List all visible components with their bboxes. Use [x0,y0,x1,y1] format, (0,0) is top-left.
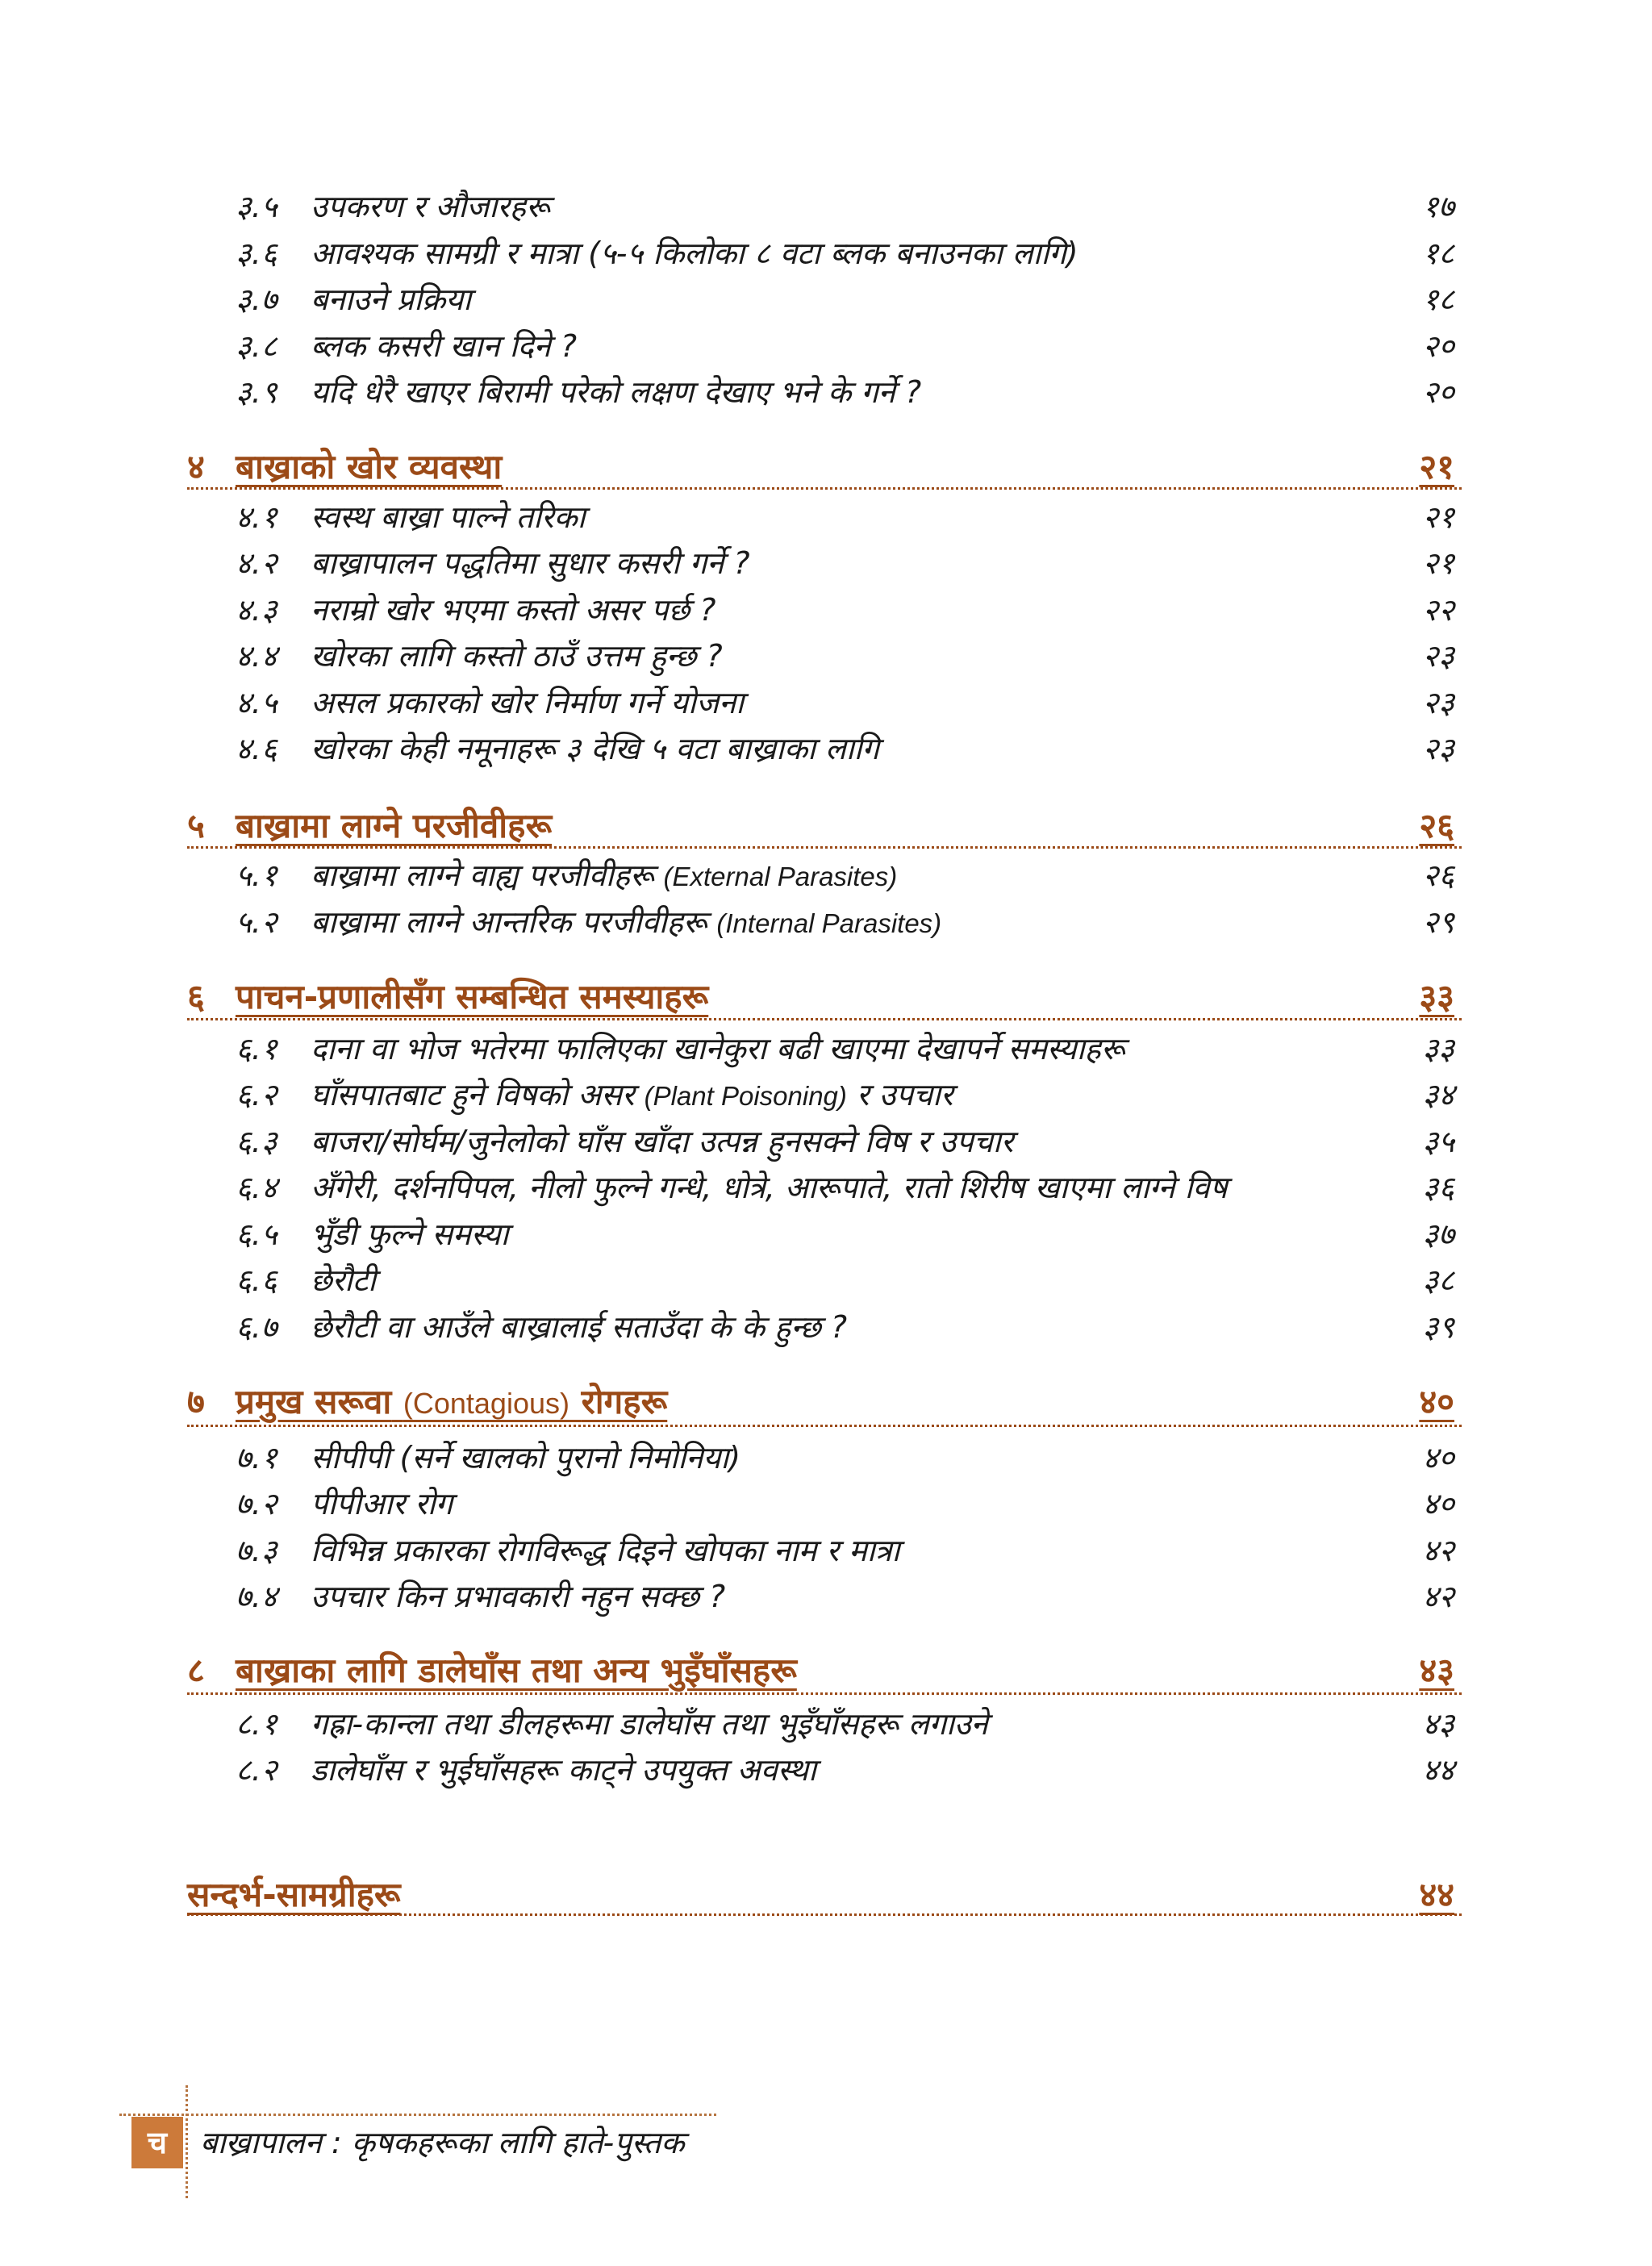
section-number: ५.१ [236,858,277,893]
section-title [311,1119,1013,1164]
title-text: स्वस्थ बाख्रा पाल्ने तरिका [311,499,586,535]
page-number: १८ [1422,236,1454,271]
section-title [311,1574,725,1619]
section-number: ३.६ [236,236,277,271]
english-term: (Plant Poisoning) [644,1081,847,1111]
section-number: ६.१ [236,1031,277,1066]
dotted-divider [187,1692,1462,1695]
title-text: अँगेरी, दर्शनपिपल, नीलो फुल्ने गन्धे, धोत्रे, आरूपाते, रातो शिरीष खाएमा लाग्ने विष [311,1170,1228,1205]
toc-entry[interactable] [0,1747,1652,1792]
page-number: ३४ [1422,1077,1454,1112]
chapter-title [236,972,708,1022]
footer-horizontal-rule [119,2114,716,2116]
toc-entry[interactable] [0,1165,1652,1210]
section-number: ८.२ [236,1752,277,1788]
page-number: २२ [1422,592,1454,628]
toc-entry[interactable] [0,1701,1652,1746]
section-title [311,587,715,632]
running-footer-title: बाख्रापालन : कृषकहरूका लागि हाते-पुस्तक [200,2125,685,2160]
section-title [311,323,577,369]
section-number: ४.३ [236,592,277,628]
title-text: उपकरण र औजारहरू [311,189,550,224]
toc-entry[interactable] [0,1574,1652,1619]
section-title [311,231,1078,276]
chapter-number: ७ [187,1382,205,1421]
page-number-badge: च [131,2117,183,2168]
section-number: ४.६ [236,731,277,766]
section-title [311,1481,453,1526]
page-number: १८ [1422,282,1454,317]
page-number: २१ [1422,499,1454,535]
title-text: घाँसपातबाट हुने विषको असर [311,1077,635,1112]
english-term: (External Parasites) [663,862,898,891]
title-text: पाचन-प्रणालीसँग सम्बन्धित समस्याहरू [236,977,709,1016]
page-number: ३९ [1422,1309,1454,1345]
toc-entry[interactable] [0,853,1652,898]
section-number: ६.५ [236,1216,277,1252]
chapter-number: ६ [187,977,205,1016]
page-number: ३७ [1422,1216,1454,1252]
english-term: (Internal Parasites) [716,908,942,938]
chapter-title [236,1646,797,1696]
title-text: विभिन्न प्रकारका रोगविरूद्ध दिइने खोपका नाम र मात्रा [311,1533,900,1568]
footer-vertical-rule [186,2085,188,2198]
section-number: ३.८ [236,328,277,364]
section-number: ७.३ [236,1533,277,1568]
title-text: ब्लक कसरी खान दिने ? [311,328,578,364]
page-number: ३५ [1422,1124,1454,1159]
toc-entry[interactable] [0,323,1652,369]
page-number: २९ [1422,904,1454,940]
title-text: नराम्रो खोर भएमा कस्तो असर पर्छ ? [311,592,716,628]
title-text: गह्रा-कान्ला तथा डीलहरूमा डालेघाँस तथा भुइँघाँसहरू लगाउने [311,1706,988,1742]
title-text: बाख्राका लागि डालेघाँस तथा अन्य भुइँघाँसहरू [236,1650,797,1690]
title-text-continued: र उपचार [857,1077,953,1112]
section-number: ३.९ [236,374,277,410]
chapter-heading[interactable] [0,1646,1652,1696]
page-number: २१ [1422,545,1454,581]
section-number: ६.६ [236,1262,277,1298]
page-number: ४४ [1422,1752,1454,1788]
section-number: ७.१ [236,1440,277,1475]
title-text: खोरका लागि कस्तो ठाउँ उत्तम हुन्छ ? [311,638,723,674]
section-title [311,1435,740,1480]
page-number: २१ [1419,447,1454,486]
chapter-number: ८ [187,1650,205,1690]
section-number: ४.४ [236,638,277,674]
section-title [311,633,723,678]
page-number: १७ [1422,189,1454,224]
section-title [311,1165,1228,1210]
toc-entry[interactable] [0,495,1652,540]
page-number: ४२ [1422,1533,1454,1568]
section-number: ६.४ [236,1170,277,1205]
section-title [311,1026,1124,1071]
section-number: ४.१ [236,499,277,535]
chapter-heading[interactable] [0,972,1652,1022]
title-text: छेरौटी वा आउँले बाख्रालाई सताउँदा के के हुन्छ ? [311,1309,848,1345]
section-number: ७.२ [236,1486,277,1521]
section-title [311,277,471,322]
page-number: ३३ [1419,977,1454,1016]
section-title [311,1212,509,1257]
toc-entry[interactable] [0,899,1652,945]
title-text: बाख्रामा लाग्ने परजीवीहरू [236,806,553,845]
section-number: ४.५ [236,685,277,720]
chapter-title [236,1377,667,1429]
page-number: २० [1422,328,1454,364]
section-title [311,899,941,946]
toc-entry[interactable] [0,184,1652,229]
section-number: ६.७ [236,1309,277,1345]
title-text: आवश्यक सामग्री र मात्रा (५-५ किलोका ८ वटा ब्लक बनाउनका लागि) [311,236,1078,271]
title-text: असल प्रकारको खोर निर्माण गर्ने योजना [311,685,745,720]
page-number: ४० [1422,1486,1454,1521]
page-number: ३३ [1422,1031,1454,1066]
page-number: ४३ [1422,1706,1454,1742]
dotted-divider [187,1425,1462,1427]
dotted-divider [187,846,1462,849]
chapter-title [187,1870,401,1920]
section-number: ५.२ [236,904,277,940]
page-number: ४४ [1419,1875,1454,1914]
chapter-title [236,801,552,851]
title-text: छेरौटी [311,1262,377,1298]
dotted-divider [187,487,1462,490]
section-title [311,184,549,229]
title-text: खोरका केही नमूनाहरू ३ देखि ५ वटा बाख्राका लागि [311,731,879,766]
toc-entry[interactable] [0,1026,1652,1071]
page-number: ३८ [1422,1262,1454,1298]
chapter-heading[interactable] [0,801,1652,851]
chapter-heading[interactable] [0,1377,1652,1427]
title-text: उपचार किन प्रभावकारी नहुन सक्छ ? [311,1579,726,1614]
section-title [311,853,897,899]
toc-entry[interactable] [0,1072,1652,1117]
title-text-continued: रोगहरू [581,1382,668,1421]
title-text: सीपीपी (सर्ने खालको पुरानो निमोनिया) [311,1440,741,1475]
page-number: २६ [1419,806,1454,845]
section-title [311,1528,899,1573]
section-title [311,1701,988,1746]
toc-entry[interactable] [0,231,1652,276]
title-text: बनाउने प्रक्रिया [311,282,472,317]
page-number: २६ [1422,858,1454,893]
section-number: ८.१ [236,1706,277,1742]
title-text: बाख्राको खोर व्यवस्था [236,447,503,486]
chapter-title [236,442,502,492]
title-text: भुँडी फुल्ने समस्या [311,1216,509,1252]
chapter-number: ५ [187,806,205,845]
toc-entry[interactable] [0,1212,1652,1257]
title-text: बाख्रामा लाग्ने आन्तरिक परजीवीहरू [311,904,707,940]
section-number: ६.३ [236,1124,277,1159]
page-number: २३ [1422,731,1454,766]
title-text: पीपीआर रोग [311,1486,453,1521]
toc-entry[interactable] [0,726,1652,771]
page-number: ४० [1422,1440,1454,1475]
section-title [311,1258,376,1303]
dotted-divider [187,1018,1462,1020]
toc-entry[interactable] [0,1304,1652,1350]
section-title [311,1072,953,1119]
title-text: प्रमुख सरूवा [236,1382,392,1421]
english-term: (Contagious) [403,1387,569,1420]
toc-entry[interactable] [0,1119,1652,1164]
section-title [311,369,921,415]
title-text: डालेघाँस र भुईघाँसहरू काट्ने उपयुक्त अवस्था [311,1752,816,1788]
toc-entry[interactable] [0,277,1652,322]
title-text: बाजरा/सोर्घम/जुनेलोको घाँस खाँदा उत्पन्न हुनसक्ने विष र उपचार [311,1124,1014,1159]
toc-entry[interactable] [0,540,1652,586]
toc-entry[interactable] [0,587,1652,632]
page-number: ३६ [1422,1170,1454,1205]
section-number: ३.५ [236,189,277,224]
section-title [311,1304,847,1350]
title-text: दाना वा भोज भतेरमा फालिएका खानेकुरा बढी खाएमा देखापर्ने समस्याहरू [311,1031,1125,1066]
page-number: २३ [1422,638,1454,674]
title-text: बाख्रापालन पद्धतिमा सुधार कसरी गर्ने ? [311,545,750,581]
dotted-divider [187,1913,1462,1916]
section-number: ४.२ [236,545,277,581]
page-number: २३ [1422,685,1454,720]
toc-entry[interactable] [0,1435,1652,1480]
title-text: सन्दर्भ-सामग्रीहरू [187,1875,401,1914]
title-text: बाख्रामा लाग्ने वाह्य परजीवीहरू [311,858,654,893]
section-title [311,540,750,586]
chapter-heading[interactable] [0,1870,1652,1920]
section-number: ७.४ [236,1579,277,1614]
chapter-number: ४ [187,447,205,486]
toc-entry[interactable] [0,1528,1652,1573]
page-number: ४३ [1419,1650,1454,1690]
toc-entry[interactable] [0,1258,1652,1303]
page-number: २० [1422,374,1454,410]
toc-entry[interactable] [0,680,1652,725]
section-title [311,726,879,771]
section-title [311,680,744,725]
section-number: ६.२ [236,1077,277,1112]
toc-entry[interactable] [0,1481,1652,1526]
page-number: ४० [1419,1382,1454,1421]
chapter-heading[interactable] [0,442,1652,492]
section-number: ३.७ [236,282,277,317]
section-title [311,495,586,540]
page-number: ४२ [1422,1579,1454,1614]
title-text: यदि धेरै खाएर बिरामी परेको लक्षण देखाए भने के गर्ने ? [311,374,922,410]
toc-entry[interactable] [0,633,1652,678]
section-title [311,1747,816,1792]
toc-entry[interactable] [0,369,1652,415]
